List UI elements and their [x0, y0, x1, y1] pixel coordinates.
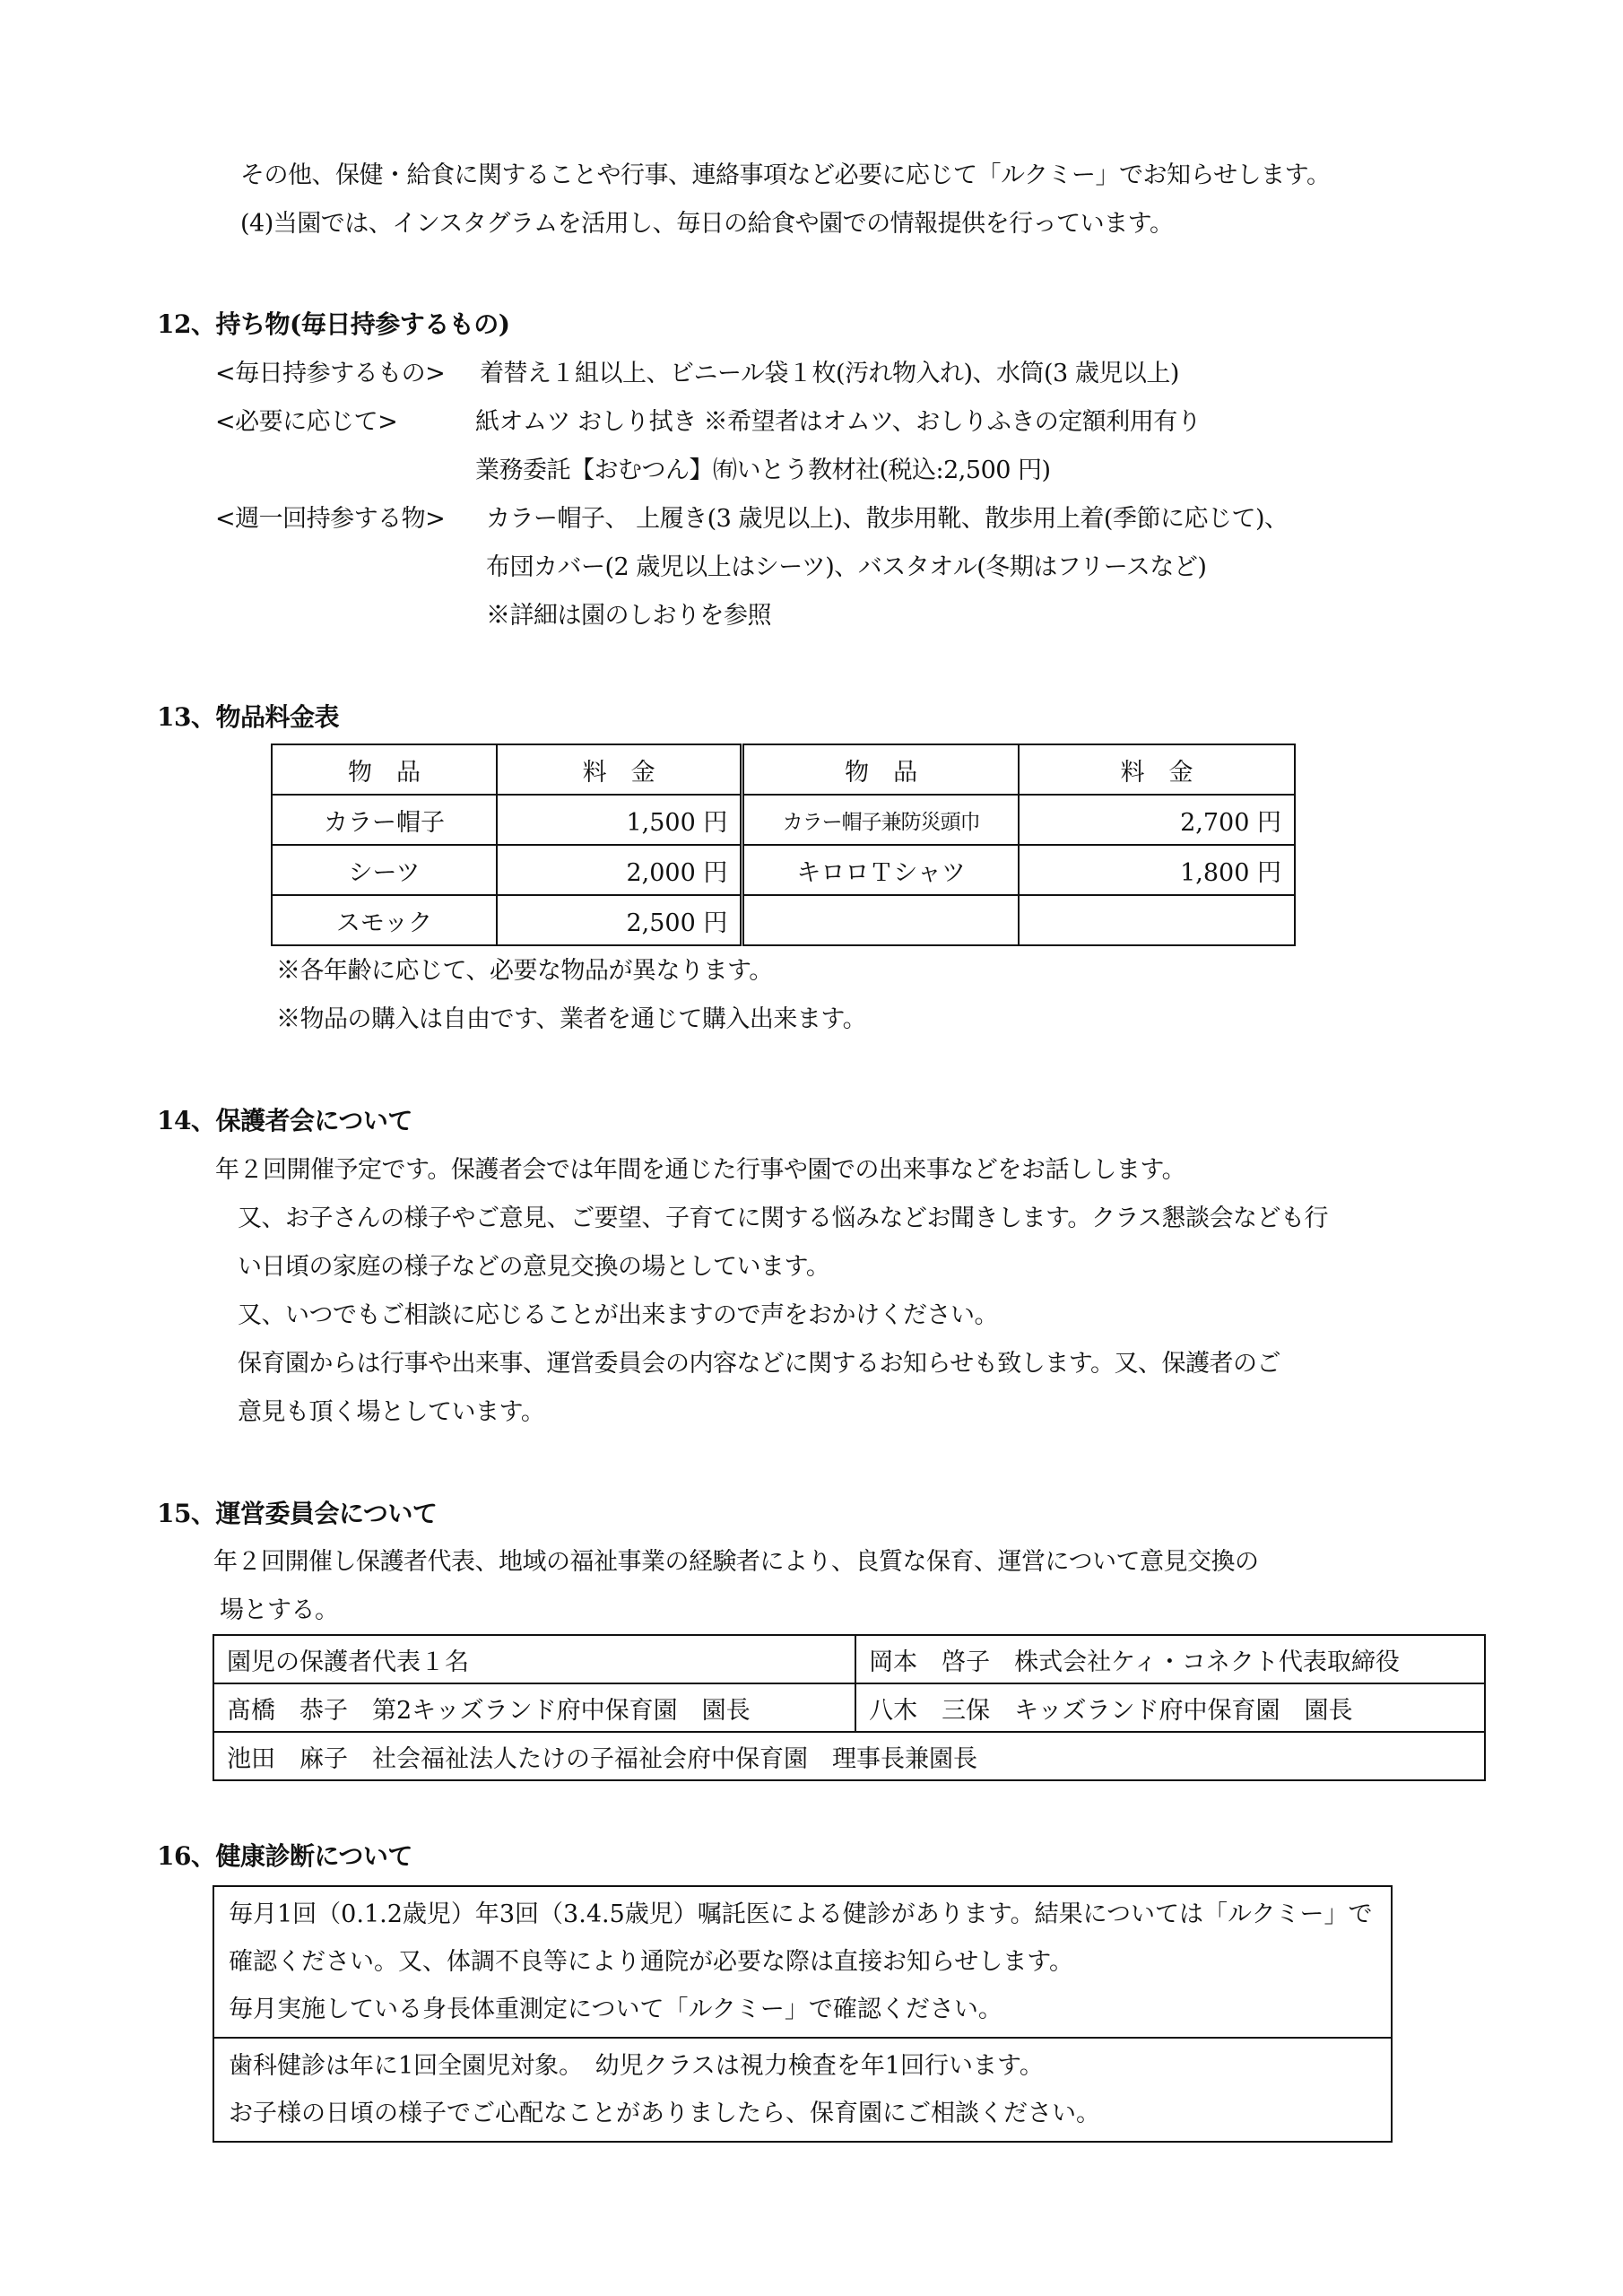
health-checkup-text: 毎月1回（0.1.2歳児）年3回（3.4.5歳児）嘱託医による健診があります。結果については「ルクミー」で確認ください。又、体調不良等により通院が必要な際は直接お知らせします。 [229, 1900, 1373, 1976]
committee-description: 年２回開催し保護者代表、地域の福祉事業の経験者により、良質な保育、運営について意見交換の [213, 1548, 1259, 1576]
price-table [271, 744, 1296, 946]
item-price: 2,000 円 [497, 845, 742, 895]
committee-member: 池田 麻子 社会福祉法人たけの子福祉会府中保育園 理事長兼園長 [213, 1732, 1485, 1780]
belongings-as-needed-text: 紙オムツ おしり拭き ※希望者はオムツ、おしりふきの定額利用有り [475, 408, 1202, 436]
committee-description-2: 場とする。 [220, 1596, 339, 1624]
item-name: カラー帽子 [272, 795, 497, 845]
section-15-heading: 15、運営委員会について [157, 1499, 438, 1528]
item-name: シーツ [272, 845, 497, 895]
belongings-weekly-text-2: 布団カバー(2 歳児以上はシーツ)、バスタオル(冬期はフリースなど) [486, 553, 1207, 581]
table-row [213, 1683, 1485, 1732]
committee-member: 八木 三保 キッズランド府中保育園 園長 [855, 1683, 1485, 1732]
belongings-as-needed-label: <必要に応じて> [215, 408, 398, 436]
parents-meeting-line: 又、いつでもご相談に応じることが出来ますので声をおかけください。 [238, 1301, 998, 1329]
table-row [272, 845, 1295, 895]
belongings-note: ※詳細は園のしおりを参照 [486, 602, 771, 630]
intro-line-2: (4)当園では、インスタグラムを活用し、毎日の給食や園での情報提供を行っています。 [240, 210, 1174, 238]
item-price: 1,800 円 [1019, 845, 1295, 895]
dental-checkup-info [213, 2038, 1392, 2142]
committee-member: 園児の保護者代表１名 [213, 1635, 855, 1683]
belongings-daily-label: <毎日持参するもの> [215, 360, 446, 387]
item-name: カラー帽子兼防災頭巾 [742, 795, 1019, 845]
belongings-weekly-text: カラー帽子、 上履き(3 歳児以上)、散歩用靴、散歩用上着(季節に応じて)、 [486, 505, 1289, 533]
parents-meeting-line: 年２回開催予定です。保護者会では年間を通じた行事や園での出来事などをお話しします。 [215, 1156, 1186, 1184]
health-measurement-text: 毎月実施している身長体重測定について「ルクミー」で確認ください。 [229, 1996, 1002, 2023]
table-row [213, 1732, 1485, 1780]
belongings-diaper-service: 業務委託【おむつん】㈲いとう教材社(税込:2,500 円) [475, 457, 1051, 484]
belongings-daily-text: 着替え１組以上、ビニール袋１枚(汚れ物入れ)、水筒(3 歳児以上) [480, 360, 1179, 387]
item-price-empty [1019, 895, 1295, 945]
header-price: 料 金 [497, 744, 742, 795]
committee-member: 髙橋 恭子 第2キッズランド府中保育園 園長 [213, 1683, 855, 1732]
table-row [213, 1635, 1485, 1683]
parents-meeting-line: 意見も頂く場としています。 [238, 1398, 545, 1426]
item-name: スモック [272, 895, 497, 945]
parents-meeting-line: い日頃の家庭の様子などの意見交換の場としています。 [238, 1253, 830, 1281]
item-name-empty [742, 895, 1019, 945]
section-16-heading: 16、健康診断について [157, 1841, 412, 1871]
committee-table [213, 1634, 1486, 1781]
item-price: 2,500 円 [497, 895, 742, 945]
dental-checkup-text: 歯科健診は年に1回全園児対象。 幼児クラスは視力検査を年1回行います。 [229, 2052, 1044, 2080]
consultation-text: お子様の日頃の様子でご心配なことがありましたら、保育園にご相談ください。 [229, 2100, 1100, 2127]
header-price-2: 料 金 [1019, 744, 1295, 795]
table-row [272, 795, 1295, 845]
section-12-heading: 12、持ち物(毎日持参するもの) [157, 309, 510, 339]
price-table-header [272, 744, 1295, 795]
health-checkup-box [213, 1885, 1393, 2143]
price-note-2: ※物品の購入は自由です、業者を通じて購入出来ます。 [276, 1005, 867, 1033]
health-checkup-info [213, 1886, 1392, 2038]
table-row [213, 2038, 1392, 2142]
parents-meeting-line: 保育園からは行事や出来事、運営委員会の内容などに関するお知らせも致します。又、保護者のご [238, 1350, 1281, 1378]
section-13-heading: 13、物品料金表 [157, 702, 339, 732]
parents-meeting-line: 又、お子さんの様子やご意見、ご要望、子育てに関する悩みなどお聞きします。クラス懇談会なども行 [238, 1205, 1329, 1232]
header-item: 物 品 [272, 744, 497, 795]
price-note-1: ※各年齢に応じて、必要な物品が異なります。 [276, 957, 773, 985]
intro-line-1: その他、保健・給食に関することや行事、連絡事項など必要に応じて「ルクミー」でお知らせします。 [240, 161, 1331, 189]
header-item-2: 物 品 [742, 744, 1019, 795]
item-price: 2,700 円 [1019, 795, 1295, 845]
table-row [213, 1886, 1392, 2038]
item-price: 1,500 円 [497, 795, 742, 845]
item-name: キロロＴシャツ [742, 845, 1019, 895]
table-row [272, 895, 1295, 945]
section-14-heading: 14、保護者会について [157, 1106, 412, 1135]
committee-member: 岡本 啓子 株式会社ケィ・コネクト代表取締役 [855, 1635, 1485, 1683]
belongings-weekly-label: <週一回持参する物> [215, 505, 446, 533]
